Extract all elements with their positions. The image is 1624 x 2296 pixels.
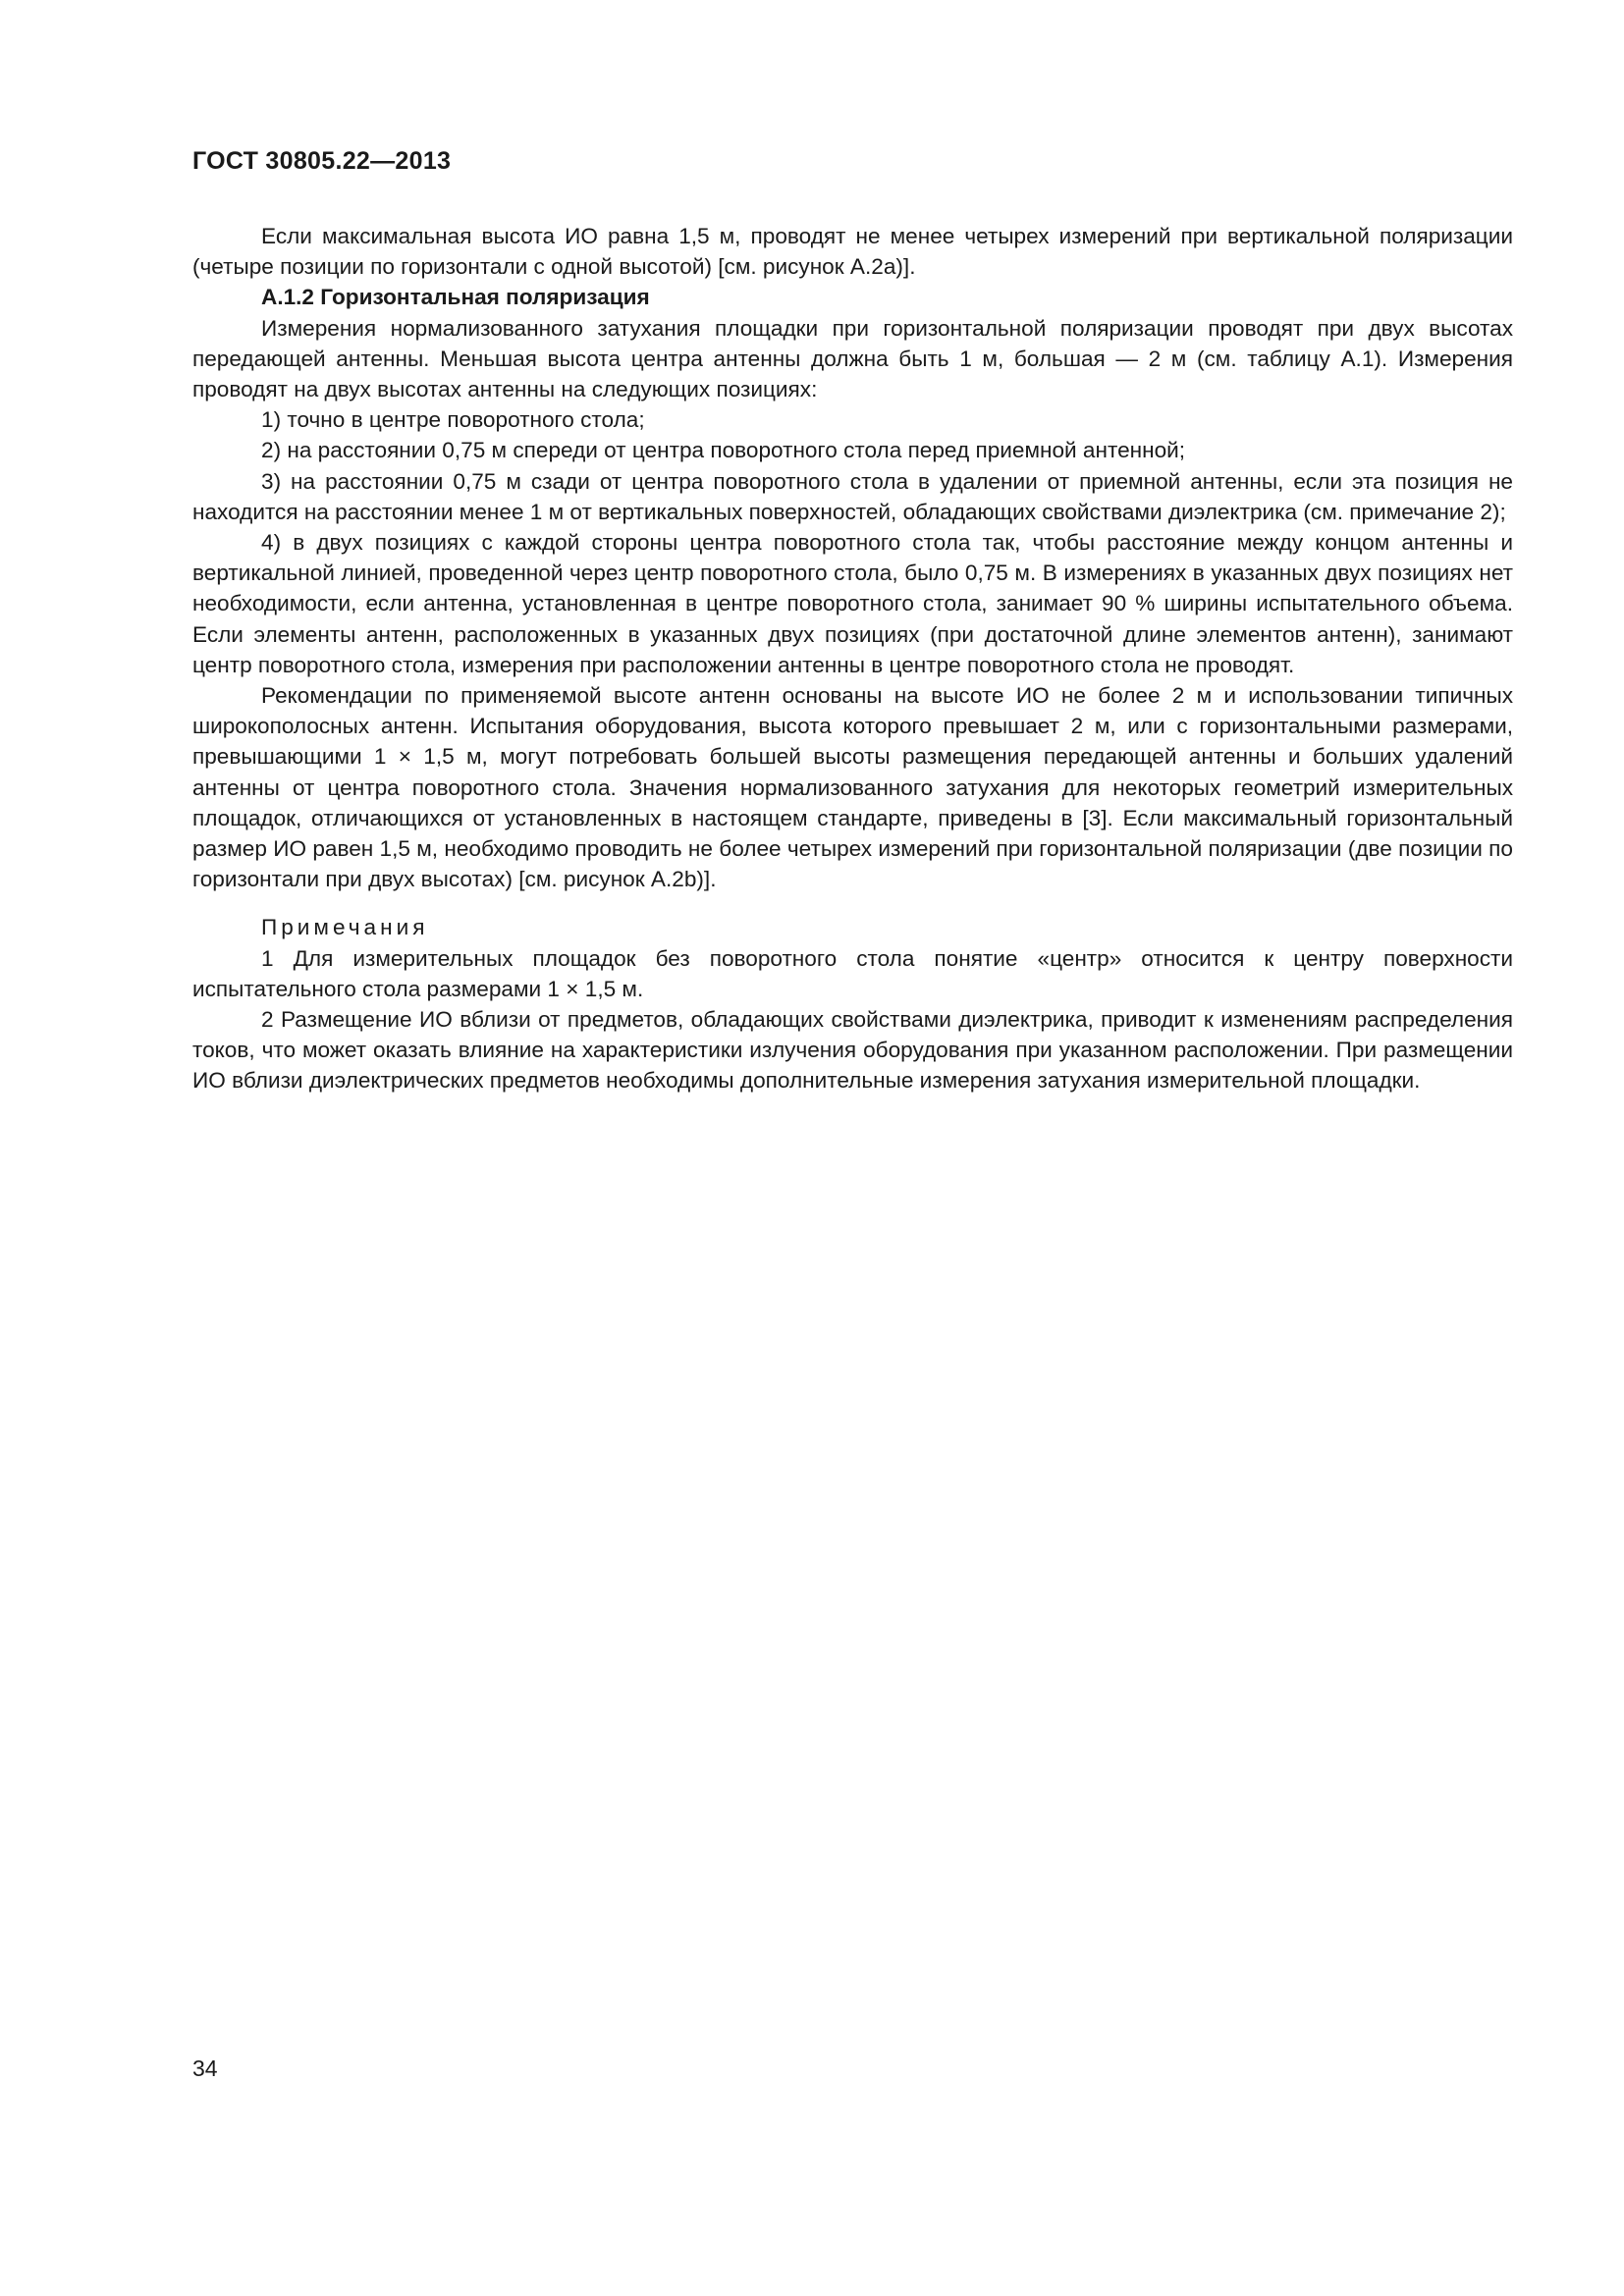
notes-title: Примечания: [261, 915, 429, 940]
section-heading: А.1.2 Горизонтальная поляризация: [261, 285, 650, 310]
document-body: [192, 221, 1513, 1096]
section-paragraph: Измерения нормализованного затухания площадки при горизонтальной поляризации проводят при двух высотах передающей антенны. Меньшая высота центра антенны должна быть 1 м, большая — 2 м (см. таблицу А.1). Измерения проводят на двух высотах антенны на следующих позициях:: [192, 315, 1513, 402]
list-item-4: 4) в двух позициях с каждой стороны центра поворотного стола так, чтобы расстояние между концом антенны и вертикальной линией, проведенной через центр поворотного стола, было 0,75 м. В измерениях в указанных двух позициях нет необходимости, если антенна, установленная в центре поворотного стола, занимает 90 % ширины испытательного объема. Если элементы антенн, расположенных в указанных двух позициях (при достаточной длине элементов антенн), занимают центр поворотного стола, измерения при расположении антенны в центре поворотного стола не проводят.: [192, 530, 1513, 677]
note-1: 1 Для измерительных площадок без поворотного стола понятие «центр» относится к центру поверхности испытательного стола размерами 1 × 1,5 м.: [192, 945, 1513, 1001]
list-item-2: 2) на расстоянии 0,75 м спереди от центра поворотного стола перед приемной антенной;: [261, 438, 1186, 463]
list-item-1: 1) точно в центре поворотного стола;: [261, 407, 645, 433]
page-number: 34: [192, 2056, 218, 2081]
list-item-3: 3) на расстоянии 0,75 м сзади от центра поворотного стола в удалении от приемной антенны, если эта позиция не находится на расстоянии менее 1 м от вертикальных поверхностей, обладающих свойствами диэлектрика (см. примечание 2);: [192, 468, 1513, 524]
note-2: 2 Размещение ИО вблизи от предметов, обладающих свойствами диэлектрика, приводит к изменениям распределения токов, что может оказать влияние на характеристики излучения оборудования при указанном расположении. При размещении ИО вблизи диэлектрических предметов необходимы дополнительные измерения затухания измерительной площадки.: [192, 1007, 1513, 1094]
recommendation-paragraph: Рекомендации по применяемой высоте антенн основаны на высоте ИО не более 2 м и использовании типичных широкополосных антенн. Испытания оборудования, высота которого превышает 2 м, или с горизонтальными размерами, превышающими 1 × 1,5 м, могут потребовать большей высоты размещения передающей антенны и больших удалений антенны от центра поворотного стола. Значения нормализованного затухания для некоторых геометрий измерительных площадок, отличающихся от установленных в настоящем стандарте, приведены в [3]. Если максимальный горизонтальный размер ИО равен 1,5 м, необходимо проводить не более четырех измерений при горизонтальной поляризации (две позиции по горизонтали при двух высотах) [см. рисунок А.2b)].: [192, 683, 1513, 892]
document-header: ГОСТ 30805.22—2013: [192, 147, 452, 175]
intro-paragraph: Если максимальная высота ИО равна 1,5 м, проводят не менее четырех измерений при вертикальной поляризации (четыре позиции по горизонтали с одной высотой) [см. рисунок А.2а)].: [192, 224, 1513, 280]
